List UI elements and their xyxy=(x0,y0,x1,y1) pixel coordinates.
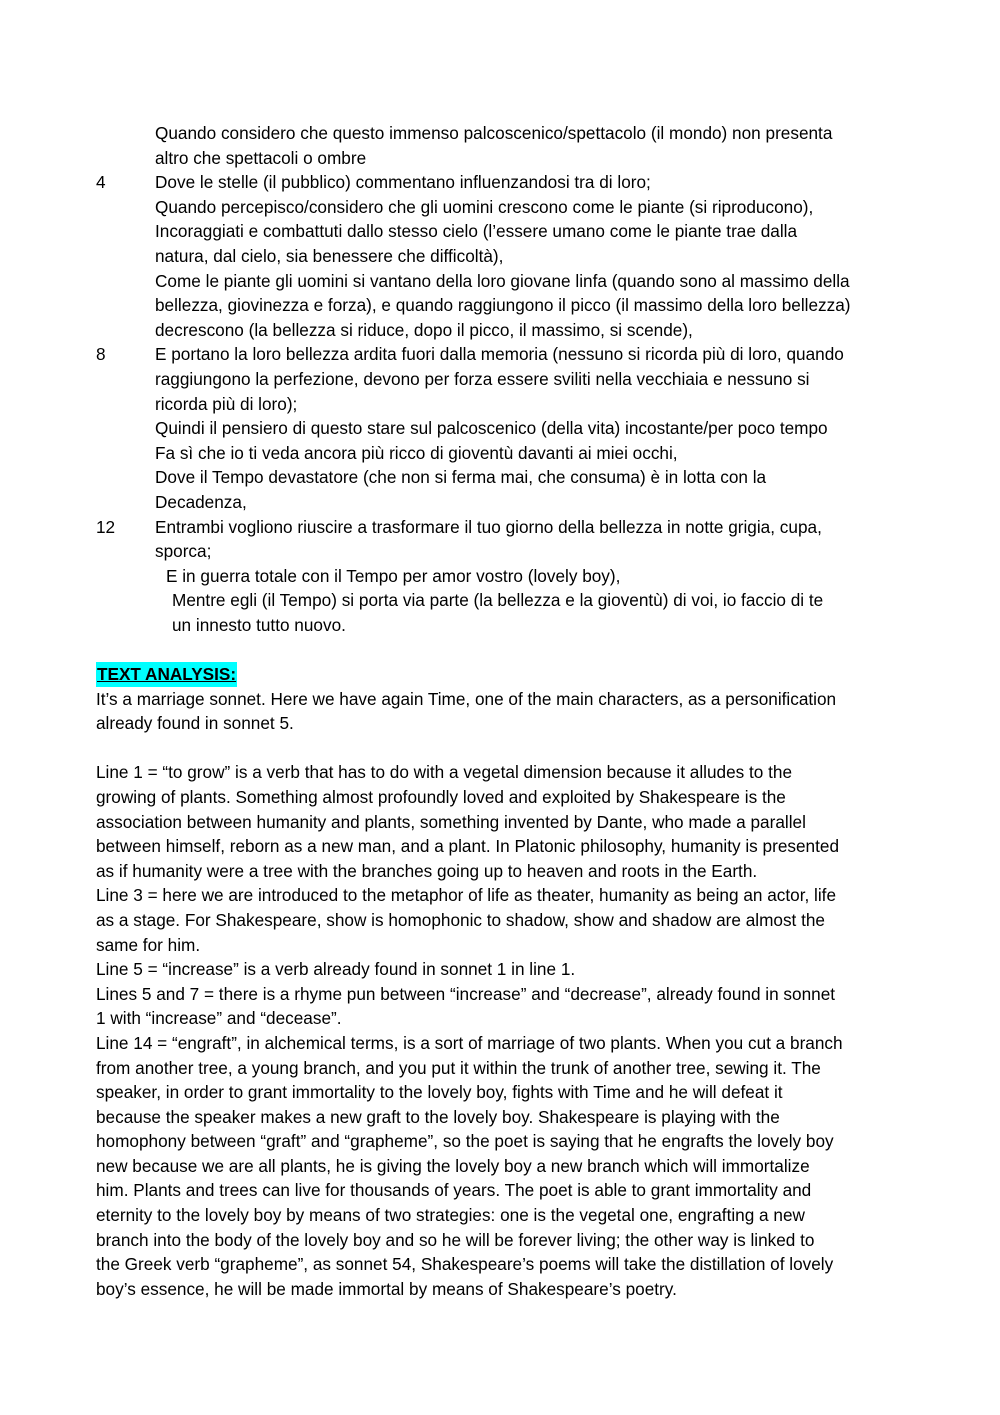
analysis-line: speaker, in order to grant immortality to the lovely boy, fights with Time and he will defeat it xyxy=(96,1082,783,1103)
translation-line xyxy=(96,367,916,392)
analysis-line: boy’s essence, he will be made immortal by means of Shakespeare’s poetry. xyxy=(96,1278,677,1299)
translation-line-text: un innesto tutto nuovo. xyxy=(172,614,346,635)
analysis-line: eternity to the lovely boy by means of two strategies: one is the vegetal one, engrafting a new xyxy=(96,1205,805,1226)
analysis-line: growing of plants. Something almost profoundly loved and exploited by Shakespeare is the xyxy=(96,786,786,807)
translation-line-text: Mentre egli (il Tempo) si porta via parte (la bellezza e la gioventù) di voi, io faccio di te xyxy=(172,590,824,611)
line-number: 4 xyxy=(96,172,106,193)
translation-line xyxy=(96,588,916,613)
line-number: 8 xyxy=(96,344,106,365)
translation-line xyxy=(96,465,916,490)
translation-line-text: ricorda più di loro); xyxy=(155,393,298,414)
text-analysis-section xyxy=(96,662,916,1301)
analysis-line: Line 3 = here we are introduced to the metaphor of life as theater, humanity as being an actor, life xyxy=(96,885,837,906)
translation-line xyxy=(96,269,916,294)
translation-line xyxy=(96,121,916,146)
analysis-line: from another tree, a young branch, and you put it within the trunk of another tree, sewing it. The xyxy=(96,1057,821,1078)
translation-line xyxy=(96,515,916,540)
analysis-line: the Greek verb “grapheme”, as sonnet 54, Shakespeare’s poems will take the distillation of lovely xyxy=(96,1254,834,1275)
translation-line-text: Decadenza, xyxy=(155,491,247,512)
translation-line xyxy=(96,416,916,441)
translation-line-text: Quindi il pensiero di questo stare sul palcoscenico (della vita) incostante/per poco tempo xyxy=(155,418,828,439)
analysis-line: association between humanity and plants, something invented by Dante, who made a parallel xyxy=(96,811,806,832)
translation-line xyxy=(96,170,916,195)
translation-line xyxy=(96,564,916,589)
analysis-line: as a stage. For Shakespeare, show is homophonic to shadow, show and shadow are almost the xyxy=(96,909,825,930)
translation-line xyxy=(96,146,916,171)
translation-line xyxy=(96,342,916,367)
analysis-line: because the speaker makes a new graft to the lovely boy. Shakespeare is playing with the xyxy=(96,1106,780,1127)
translation-line-text: Dove le stelle (il pubblico) commentano influenzandosi tra di loro; xyxy=(155,172,651,193)
analysis-line xyxy=(96,736,916,761)
line-number: 12 xyxy=(96,516,116,537)
analysis-line: Line 14 = “engraft”, in alchemical terms, is a sort of marriage of two plants. When you cut a branch xyxy=(96,1032,843,1053)
translation-line xyxy=(96,219,916,244)
analysis-line: between himself, reborn as a new man, and a plant. In Platonic philosophy, humanity is presented xyxy=(96,836,839,857)
analysis-line: Lines 5 and 7 = there is a rhyme pun between “increase” and “decrease”, already found in sonnet xyxy=(96,983,836,1004)
analysis-line: 1 with “increase” and “decease”. xyxy=(96,1008,342,1029)
analysis-line: him. Plants and trees can live for thousands of years. The poet is able to grant immortality and xyxy=(96,1180,812,1201)
translation-line-text: Incoraggiati e combattuti dallo stesso cielo (l’essere umano come le piante trae dalla xyxy=(155,221,798,242)
translation-line-text: E portano la loro bellezza ardita fuori dalla memoria (nessuno si ricorda più di loro, quando xyxy=(155,344,844,365)
translation-line-text: E in guerra totale con il Tempo per amor vostro (lovely boy), xyxy=(166,565,621,586)
translation-line-text: Entrambi vogliono riuscire a trasformare il tuo giorno della bellezza in notte grigia, cupa, xyxy=(155,516,822,537)
translation-line-text: Fa sì che io ti veda ancora più ricco di gioventù davanti ai miei occhi, xyxy=(155,442,678,463)
translation-line xyxy=(96,244,916,269)
translation-line xyxy=(96,441,916,466)
translation-line xyxy=(96,613,916,638)
analysis-line: new because we are all plants, he is giving the lovely boy a new branch which will immortalize xyxy=(96,1155,810,1176)
translation-line-text: bellezza, giovinezza e forza), e quando raggiungono il picco (il massimo della loro bellezza) xyxy=(155,295,851,316)
analysis-line: Line 1 = “to grow” is a verb that has to do with a vegetal dimension because it alludes to the xyxy=(96,762,793,783)
translation-line-text: Quando percepisco/considero che gli uomini crescono come le piante (si riproducono), xyxy=(155,196,814,217)
translation-line-text: natura, dal cielo, sia benessere che difficoltà), xyxy=(155,245,504,266)
text-analysis-body xyxy=(96,687,916,1302)
analysis-line: same for him. xyxy=(96,934,201,955)
analysis-line: as if humanity were a tree with the branches going up to heaven and roots in the Earth. xyxy=(96,860,758,881)
translation-line-text: altro che spettacoli o ombre xyxy=(155,147,367,168)
translation-line-text: Dove il Tempo devastatore (che non si ferma mai, che consuma) è in lotta con la xyxy=(155,467,767,488)
translation-line-text: decrescono (la bellezza si riduce, dopo il picco, il massimo, si scende), xyxy=(155,319,693,340)
analysis-line: Line 5 = “increase” is a verb already found in sonnet 1 in line 1. xyxy=(96,959,576,980)
translation-line xyxy=(96,539,916,564)
translation-line-text: Come le piante gli uomini si vantano della loro giovane linfa (quando sono al massimo della xyxy=(155,270,850,291)
translation-line xyxy=(96,392,916,417)
translation-line xyxy=(96,195,916,220)
translation-line xyxy=(96,318,916,343)
translation-line-text: Quando considero che questo immenso palcoscenico/spettacolo (il mondo) non presenta xyxy=(155,123,833,143)
translation-line-text: sporca; xyxy=(155,541,212,562)
analysis-line: homophony between “graft” and “grapheme”, so the poet is saying that he engrafts the lovely boy xyxy=(96,1131,834,1152)
translation-line-text: raggiungono la perfezione, devono per forza essere sviliti nella vecchiaia e nessuno si xyxy=(155,368,810,389)
analysis-line: already found in sonnet 5. xyxy=(96,713,294,734)
translation-line xyxy=(96,293,916,318)
text-analysis-heading: TEXT ANALYSIS: xyxy=(96,662,237,687)
analysis-line: It’s a marriage sonnet. Here we have again Time, one of the main characters, as a personification xyxy=(96,688,837,709)
sonnet-translation xyxy=(96,121,916,637)
translation-line xyxy=(96,490,916,515)
analysis-line: branch into the body of the lovely boy and so he will be forever living; the other way is linked to xyxy=(96,1229,815,1250)
